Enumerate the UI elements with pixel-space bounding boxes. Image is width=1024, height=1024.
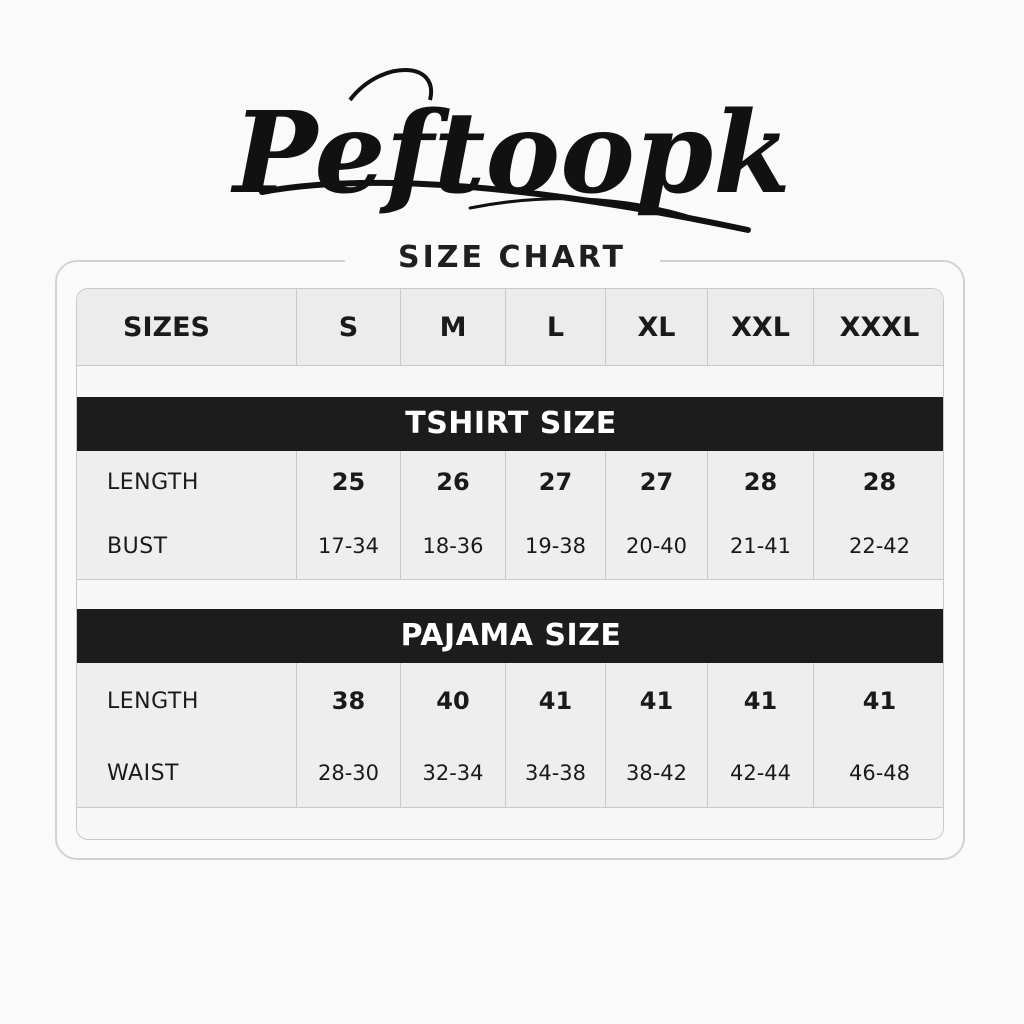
- brand-logo: [0, 40, 1024, 240]
- table-cell: 21-41: [708, 513, 814, 579]
- size-table: [76, 288, 944, 840]
- table-cell: 38-42: [606, 739, 708, 807]
- table-cell: 28: [708, 451, 814, 513]
- table-cell: 38: [297, 663, 401, 739]
- table-cell: 19-38: [506, 513, 606, 579]
- section-title: TSHIRT SIZE: [77, 397, 944, 451]
- header-cell: XXXL: [839, 311, 920, 343]
- table-cell: 22-42: [848, 534, 911, 558]
- header-cell: XL: [606, 289, 708, 365]
- table-cell: 32-34: [401, 739, 506, 807]
- table-header-row: [77, 289, 944, 366]
- table-cell: 42-44: [708, 739, 814, 807]
- header-cell: L: [506, 289, 606, 365]
- table-cell: 25: [297, 451, 401, 513]
- row-label: BUST: [77, 513, 297, 579]
- table-cell: 27: [506, 451, 606, 513]
- table-cell: 34-38: [506, 739, 606, 807]
- table-cell: 41: [708, 663, 814, 739]
- row-label: LENGTH: [77, 451, 297, 513]
- table-cell: 41: [862, 687, 897, 715]
- table-cell: 20-40: [606, 513, 708, 579]
- table-cell: 26: [401, 451, 506, 513]
- header-cell: SIZES: [77, 289, 297, 365]
- header-cell: M: [401, 289, 506, 365]
- row-label: WAIST: [77, 739, 297, 807]
- table-row: [77, 739, 944, 808]
- table-cell: 40: [401, 663, 506, 739]
- table-cell: 41: [506, 663, 606, 739]
- table-cell: 17-34: [297, 513, 401, 579]
- section-title: PAJAMA SIZE: [77, 609, 944, 663]
- header-cell: XXL: [708, 289, 814, 365]
- header-cell: S: [297, 289, 401, 365]
- page-title: SIZE CHART: [397, 240, 627, 275]
- table-cell: 41: [606, 663, 708, 739]
- logo-text: Peftoopk: [233, 88, 791, 219]
- table-cell: 28-30: [297, 739, 401, 807]
- table-cell: 18-36: [401, 513, 506, 579]
- table-row: [77, 451, 944, 514]
- table-row: [77, 513, 944, 580]
- table-cell: 28: [862, 468, 897, 496]
- row-label: LENGTH: [77, 663, 297, 739]
- table-cell: 46-48: [848, 761, 911, 785]
- table-cell: 27: [606, 451, 708, 513]
- table-row: [77, 663, 944, 740]
